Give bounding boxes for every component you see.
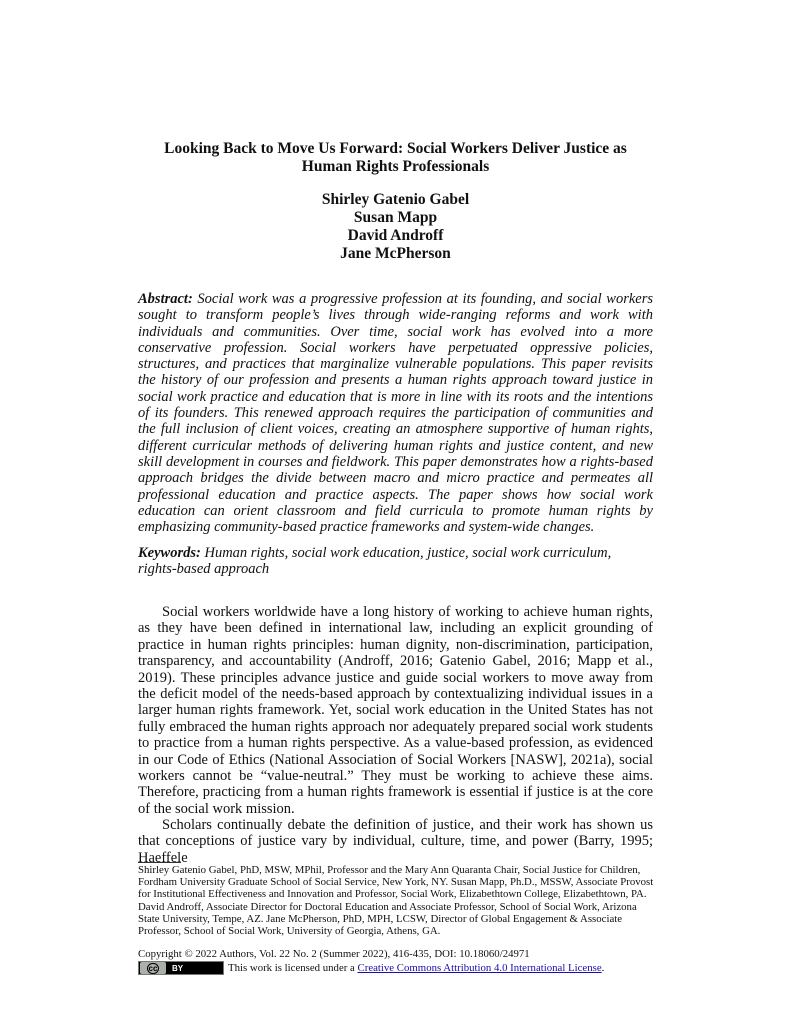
keywords — [138, 545, 653, 578]
author-name: Shirley Gatenio Gabel — [321, 191, 470, 208]
author-name: Susan Mapp — [353, 209, 438, 226]
abstract-label: Abstract: — [138, 291, 193, 307]
creative-commons-icon: cc — [140, 962, 166, 974]
keywords-label: Keywords: — [138, 545, 201, 561]
abstract-text: Social work was a progressive profession at its founding, and social workers sought to transform people’s lives through wide-ranging reforms and work with individuals and communities. Over time, social work has evolved into a more conservative profession. Social workers have perpetuated oppressive policies, structures, and practices that marginalize vulnerable populations. This paper revisits the history of our profession and presents a human rights approach toward justice in social work practice and education that is more in line with its roots and the intentions of its founders. This renewed approach requires the participation of communities and the full inclusion of client voices, creating an atmosphere supportive of human rights, different curricular methods of delivering human rights and justice content, and new skill development in courses and fieldwork. This paper demonstrates how a rights-based approach bridges the divide between macro and micro practice and permeates all professional education and practice aspects. The paper shows how social work education can orient classroom and field curricula to promote human rights by emphasizing community-based practice frameworks and system-wide changes. — [138, 291, 653, 536]
cc-by-license-icon[interactable] — [138, 961, 224, 975]
license-suffix: . — [601, 962, 605, 974]
author-list — [140, 191, 651, 263]
body-paragraph: Social workers worldwide have a long history of working to achieve human rights, as they have been defined in international law, including an explicit grounding of practice in human rights principles: human dignity, non-discrimination, participation, transparency, and accountability (Androff, 2016; Gatenio Gabel, 2016; Mapp et al., 2019). These principles advance justice and guide social workers to move away from the deficit model of the needs-based approach by contextualizing individual issues in a larger human rights framework. Yet, social work education in the United States has not fully embraced the human rights approach nor adequately prepared social work students to practice from a human rights perspective. As a value-based profession, as evidenced in our Code of Ethics (National Association of Social Workers [NASW], 2021a), social workers cannot be “value-neutral.” They must be working to achieve these aims. Therefore, practicing from a human rights framework is essential if justice is at the core of the social work mission. — [138, 604, 653, 817]
title-line-1: Looking Back to Move Us Forward: Social Workers Deliver Justice as — [164, 140, 627, 157]
paper-title — [140, 140, 651, 176]
author-name: Jane McPherson — [340, 245, 451, 262]
author-affiliations-footnote: Shirley Gatenio Gabel, PhD, MSW, MPhil, Professor and the Mary Ann Quaranta Chair, Social Justice for Children, Fordham University Graduate School of Social Service, New York, NY. Susan Mapp, Ph.D., MSSW, Associate Provost for Institutional Effectiveness and Innovation and Professor, Social Work, Elizabethtown College, Elizabethtown, PA. David Androff, Associate Director for Doctoral Education and Associate Professor, School of Social Work, Arizona State University, Tempe, AZ. Jane McPherson, PhD, MPH, LCSW, Director of Global Engagement & Associate Professor, School of Social Work, University of Georgia, Athens, GA. — [138, 864, 654, 938]
body-paragraph: Scholars continually debate the definition of justice, and their work has shown us that conceptions of justice vary by individual, culture, time, and power (Barry, 1995; Haeffele — [138, 817, 653, 866]
footnote-divider — [138, 862, 181, 863]
abstract — [138, 291, 653, 535]
author-name: David Androff — [347, 227, 444, 244]
title-line-2: Human Rights Professionals — [301, 158, 490, 175]
license-row — [138, 961, 604, 975]
license-prefix: This work is licensed under a — [228, 962, 358, 974]
attribution-label: BY — [172, 963, 184, 973]
copyright-line: Copyright © 2022 Authors, Vol. 22 No. 2 (Summer 2022), 416-435, DOI: 10.18060/24971 — [138, 948, 530, 960]
license-statement — [228, 962, 604, 974]
keywords-text: Human rights, social work education, justice, social work curriculum, rights-based approach — [138, 545, 612, 578]
license-link[interactable]: Creative Commons Attribution 4.0 International License — [357, 962, 602, 974]
